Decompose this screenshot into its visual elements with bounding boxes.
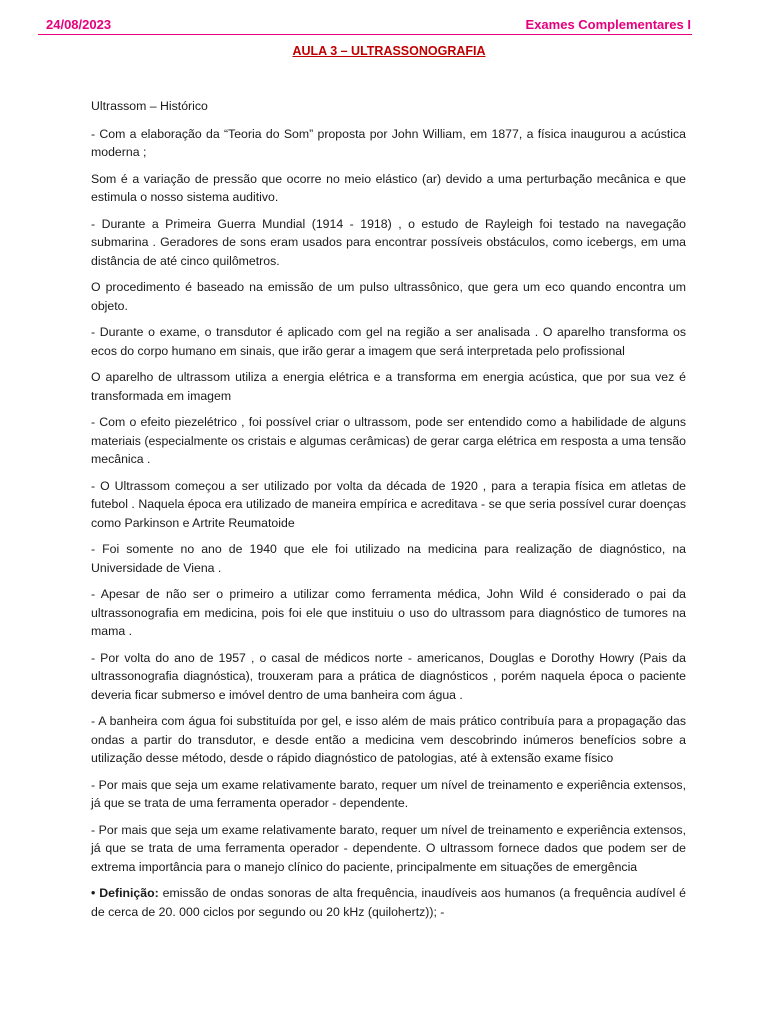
- definition-paragraph: [91, 884, 686, 921]
- paragraph: O procedimento é baseado na emissão de um pulso ultrassônico, que gera um eco quando encontra um objeto.: [91, 280, 686, 313]
- definition-text: emissão de ondas sonoras de alta frequência, inaudíveis aos humanos (a frequência audível é de cerca de 20. 000 ciclos por segundo ou 20 kHz (quilohertz)); -: [91, 886, 686, 919]
- paragraph: - Com a elaboração da “Teoria do Som” proposta por John William, em 1877, a física inaugurou a acústica moderna ;: [91, 126, 686, 159]
- paragraph: O aparelho de ultrassom utiliza a energia elétrica e a transforma em energia acústica, que por sua vez é transformada em imagem: [91, 370, 686, 403]
- paragraph: - O Ultrassom começou a ser utilizado por volta da década de 1920 , para a terapia física em atletas de futebol . Naquela época era utilizado de maneira empírica e acreditava - se que seria possível curar doenças como Parkinson e Artrite Reumatoide: [91, 478, 686, 530]
- paragraph: - Com o efeito piezelétrico , foi possível criar o ultrassom, pode ser entendido como a habilidade de alguns materiais (especialmente os cristais e algumas cerâmicas) de gerar carga elétrica em resposta a uma tensão mecânica .: [91, 415, 686, 466]
- header-course-title: Exames Complementares I: [525, 17, 691, 32]
- definition-label: • Definição:: [91, 886, 159, 900]
- paragraph: - Foi somente no ano de 1940 que ele foi utilizado na medicina para realização de diagnóstico, na Universidade de Viena .: [91, 542, 686, 575]
- paragraph: - Por mais que seja um exame relativamente barato, requer um nível de treinamento e experiência extensos, já que se trata de uma ferramenta operador - dependente. O ultrassom fornece dados que podem ser de extrema importância para o manejo clínico do paciente, principalmente em situações de emergência: [91, 822, 686, 874]
- paragraph: - Por mais que seja um exame relativamente barato, requer um nível de treinamento e experiência extensos, já que se trata de uma ferramenta operador - dependente.: [91, 777, 686, 810]
- paragraph: - Durante a Primeira Guerra Mundial (1914 - 1918) , o estudo de Rayleigh foi testado na navegação submarina . Geradores de sons eram usados para encontrar possíveis obstáculos, como icebergs, em uma distância de até cinco quilômetros.: [91, 216, 686, 268]
- header-date: 24/08/2023: [46, 17, 112, 32]
- paragraph: - Durante o exame, o transdutor é aplicado com gel na região a ser analisada . O aparelho transforma os ecos do corpo humano em sinais, que irão gerar a imagem que será interpretada pelo profissional: [91, 325, 686, 358]
- paragraph: - Por volta do ano de 1957 , o casal de médicos norte - americanos, Douglas e Dorothy Howry (Pais da ultrassonografia diagnóstica), trouxeram para a prática de diagnósticos , porém naquela época o paciente deveria ficar submerso e imóvel dentro de uma banheira com água .: [91, 650, 686, 702]
- paragraph: - A banheira com água foi substituída por gel, e isso além de mais prático contribuía para a propagação das ondas a partir do transdutor, e desde então a medicina vem descobrindo inúmeros benefícios sobre a utilização desse método, desde o rápido diagnóstico de patologias, até à extensão exame físico: [91, 714, 686, 765]
- paragraph: Som é a variação de pressão que ocorre no meio elástico (ar) devido a uma perturbação mecânica e que estimula o nosso sistema auditivo.: [91, 171, 686, 204]
- lesson-title: AULA 3 – ULTRASSONOGRAFIA: [292, 44, 486, 58]
- section-subtitle: Ultrassom – Histórico: [91, 99, 208, 113]
- paragraph: - Apesar de não ser o primeiro a utilizar como ferramenta médica, John Wild é considerado o pai da ultrassonografia em medicina, pois foi ele que instituiu o uso do ultrassom para diagnóstico de tumores na mama .: [91, 587, 686, 638]
- page-header: [38, 14, 692, 35]
- document-body: [91, 97, 686, 929]
